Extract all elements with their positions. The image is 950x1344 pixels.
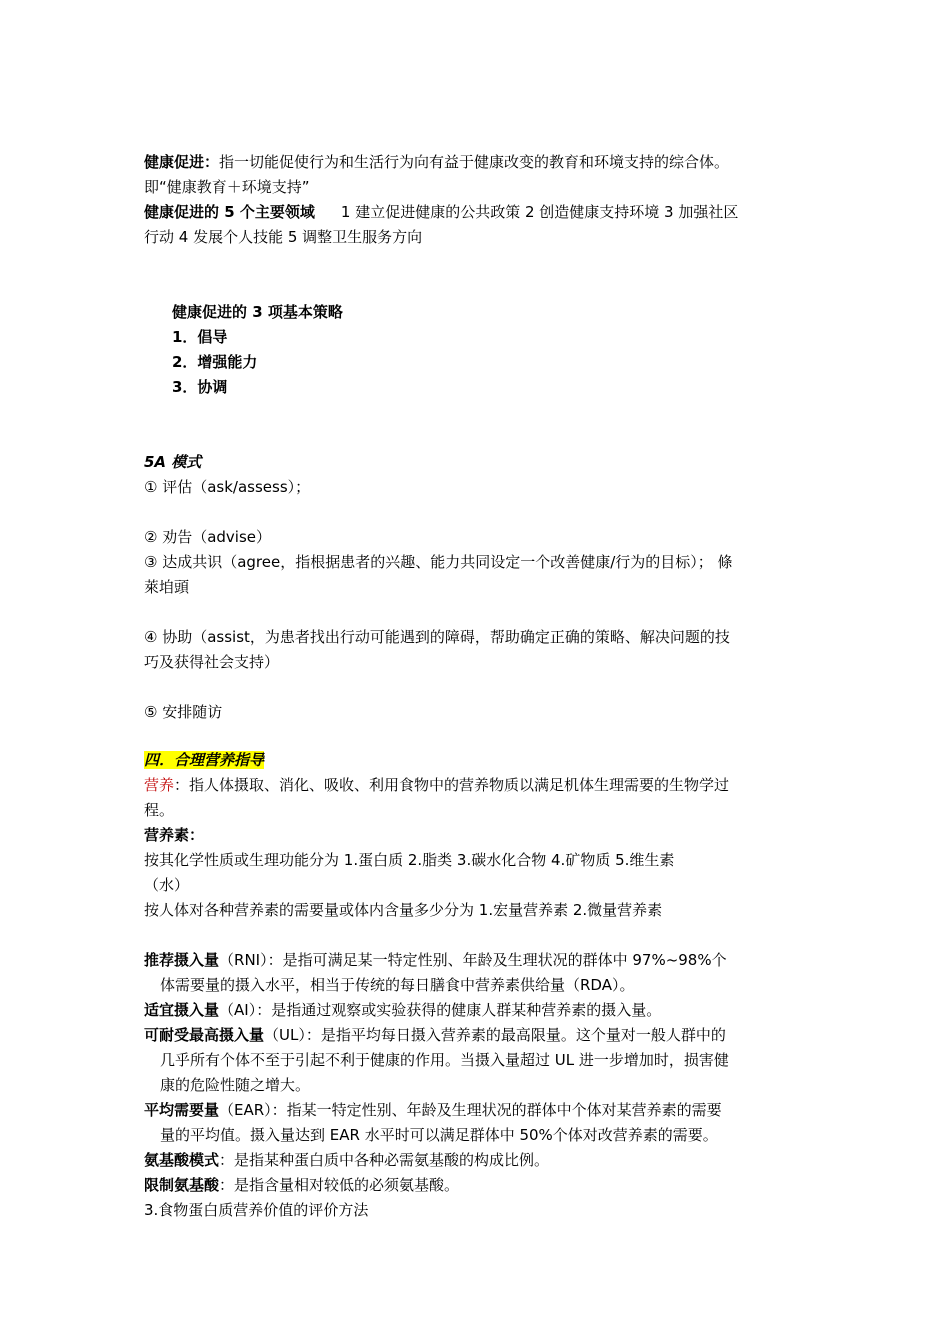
nutrition-heading-line	[144, 748, 810, 773]
rni-line	[144, 948, 810, 973]
ai-text: （AI）：是指通过观察或实验获得的健康人群某种营养素的摄入量。	[219, 1001, 662, 1019]
ear-line-2: 量的平均值。摄入量达到 EAR 水平时可以满足群体中 50%个体对改营养素的需要。	[160, 1126, 718, 1144]
nutrition-term: 营养	[144, 776, 175, 794]
ul-line	[144, 1023, 810, 1048]
nutrition-definition: ：指人体摄取、消化、吸收、利用食物中的营养物质以满足机体生理需要的生物学过	[174, 776, 730, 794]
hp-definition-text-2: 即“健康教育＋环境支持”	[144, 178, 310, 196]
amino-acid-pattern-line	[144, 1148, 810, 1173]
five-a-title: 5A 模式	[144, 453, 202, 471]
ul-line-2: 几乎所有个体不至于引起不利于健康的作用。当摄入量超过 UL 进一步增加时，损害健	[160, 1051, 729, 1069]
amino-acid-pattern-term: 氨基酸模式	[144, 1151, 220, 1169]
nutrition-definition-line-2: 程。	[144, 801, 175, 819]
rni-term: 推荐摄入量	[144, 951, 220, 969]
limiting-amino-acid-line	[144, 1173, 810, 1198]
five-a-item-3-cont: 萊垍頭	[144, 578, 190, 596]
ul-term: 可耐受最高摄入量	[144, 1026, 265, 1044]
strategy-item: 3．协调	[172, 378, 228, 396]
five-a-item-2: ② 劝告（advise）	[144, 528, 272, 546]
nutrients-classification-1-cont: （水）	[144, 876, 190, 894]
five-a-item-5: ⑤ 安排随访	[144, 703, 223, 721]
limiting-amino-acid-term: 限制氨基酸	[144, 1176, 220, 1194]
hp-definition-text: 指一切能促使行为和生活行为向有益于健康改变的教育和环境支持的综合体。	[219, 153, 730, 171]
hp-areas-line-2	[144, 225, 810, 250]
strategies-title: 健康促进的 3 项基本策略	[172, 303, 343, 321]
five-a-item-3: ③ 达成共识（agree，指根据患者的兴趣、能力共同设定一个改善健康/行为的目标）； 條	[144, 553, 733, 571]
hp-areas-line	[144, 200, 810, 225]
ul-text: （UL）：是指平均每日摄入营养素的最高限量。这个量对一般人群中的	[264, 1026, 726, 1044]
rni-text: （RNI）：是指可满足某一特定性别、年龄及生理状况的群体中 97%~98%个	[219, 951, 727, 969]
hp-definition-line-2	[144, 175, 810, 200]
ear-line	[144, 1098, 810, 1123]
ear-text: （EAR）：指某一特定性别、年龄及生理状况的群体中个体对某营养素的需要	[219, 1101, 722, 1119]
five-a-item-4-cont: 巧及获得社会支持）	[144, 653, 280, 671]
hp-areas-term: 健康促进的 5 个主要领域	[144, 203, 315, 221]
ul-line-3: 康的危险性随之增大。	[160, 1076, 311, 1094]
hp-areas-text: 1 建立促进健康的公共政策 2 创造健康支持环境 3 加强社区	[340, 203, 739, 221]
rni-line-2: 体需要量的摄入水平，相当于传统的每日膳食中营养素供给量（RDA）。	[160, 976, 635, 994]
strategy-item: 2．增强能力	[172, 353, 258, 371]
limiting-amino-acid-text: ：是指含量相对较低的必须氨基酸。	[219, 1176, 460, 1194]
nutrients-classification-1: 按其化学性质或生理功能分为 1.蛋白质 2.脂类 3.碳水化合物 4.矿物质 5.维生素	[144, 851, 675, 869]
nutrition-heading: 四．合理营养指导	[144, 751, 265, 769]
amino-acid-pattern-text: ：是指某种蛋白质中各种必需氨基酸的构成比例。	[219, 1151, 550, 1169]
five-a-item-4: ④ 协助（assist，为患者找出行动可能遇到的障碍，帮助确定正确的策略、解决问题的技	[144, 628, 730, 646]
hp-definition-term: 健康促进：	[144, 153, 220, 171]
ai-term: 适宜摄入量	[144, 1001, 220, 1019]
protein-evaluation-method: 3.食物蛋白质营养价值的评价方法	[144, 1201, 369, 1219]
strategy-item: 1．倡导	[172, 328, 228, 346]
nutrition-definition-line	[144, 773, 810, 798]
five-a-item-1: ① 评估（ask/assess）；	[144, 478, 311, 496]
ai-line	[144, 998, 810, 1023]
hp-definition-line	[144, 150, 810, 175]
nutrients-classification-2: 按人体对各种营养素的需要量或体内含量多少分为 1.宏量营养素 2.微量营养素	[144, 901, 663, 919]
nutrients-label: 营养素：	[144, 826, 205, 844]
hp-areas-text-2: 行动 4 发展个人技能 5 调整卫生服务方向	[144, 228, 423, 246]
ear-term: 平均需要量	[144, 1101, 220, 1119]
